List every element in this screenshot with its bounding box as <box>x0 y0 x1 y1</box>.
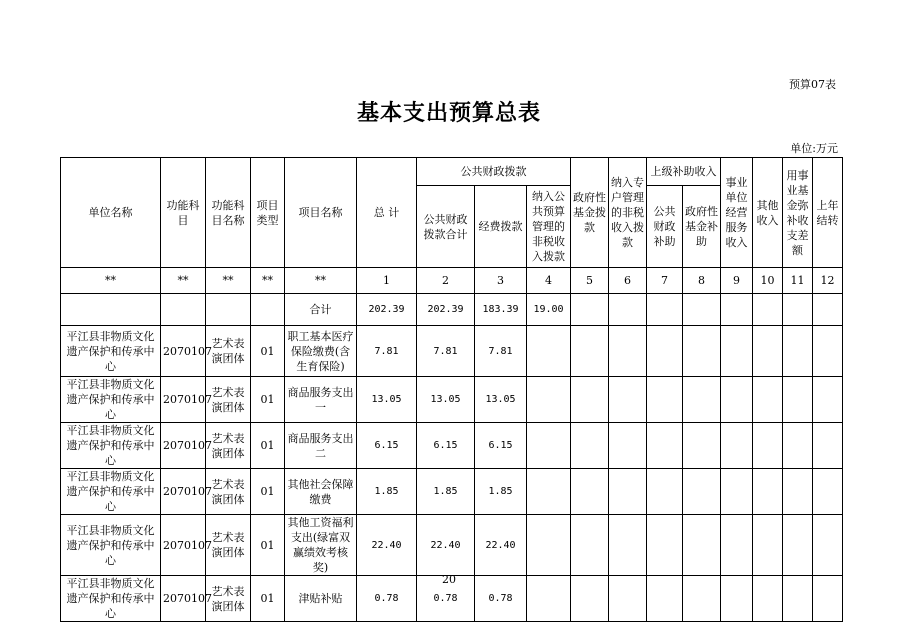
cell-item-name: 职工基本医疗保险缴费(含生育保险) <box>285 326 357 377</box>
cell-item-name: 商品服务支出二 <box>285 423 357 469</box>
index-cell: 7 <box>647 268 683 294</box>
cell-unit: 平江县非物质文化遗产保护和传承中心 <box>61 423 161 469</box>
header-func-code: 功能科目 <box>161 158 206 268</box>
cell-func: 艺术表演团体 <box>206 423 251 469</box>
cell-unit: 平江县非物质文化遗产保护和传承中心 <box>61 377 161 423</box>
total-row <box>61 294 843 326</box>
header-public-fiscal-total: 公共财政拨款合计 <box>417 186 475 268</box>
header-public-fiscal: 公共财政拨款 <box>417 158 571 186</box>
index-cell: ** <box>285 268 357 294</box>
header-gov-fund: 政府性基金拨款 <box>571 158 609 268</box>
cell-public-total: 0.78 <box>417 576 475 622</box>
index-cell: 4 <box>527 268 571 294</box>
cell-expense: 7.81 <box>475 326 527 377</box>
table-row <box>61 326 843 377</box>
index-cell: 3 <box>475 268 527 294</box>
page-title: 基本支出预算总表 <box>356 101 541 126</box>
cell-func: 艺术表演团体 <box>206 515 251 576</box>
form-code: 预算07表 <box>789 78 836 91</box>
table-row <box>61 515 843 576</box>
index-cell: 10 <box>753 268 783 294</box>
header-special-nontax: 纳入专户管理的非税收入拨款 <box>609 158 647 268</box>
cell-total: 6.15 <box>357 423 417 469</box>
cell-code: 2070107 <box>161 423 206 469</box>
header-superior-subsidy: 上级补助收入 <box>647 158 721 186</box>
cell-public-total: 7.81 <box>417 326 475 377</box>
page-number: 20 <box>442 573 456 586</box>
cell-public-total: 13.05 <box>417 377 475 423</box>
cell-func: 艺术表演团体 <box>206 469 251 515</box>
total-public-fiscal: 202.39 <box>417 294 475 326</box>
cell-public-total: 6.15 <box>417 423 475 469</box>
index-cell: 6 <box>609 268 647 294</box>
index-cell: 5 <box>571 268 609 294</box>
cell-expense: 0.78 <box>475 576 527 622</box>
header-gov-fund-subsidy: 政府性基金补助 <box>683 186 721 268</box>
cell-type: 01 <box>251 377 285 423</box>
total-amount: 202.39 <box>357 294 417 326</box>
index-cell: 1 <box>357 268 417 294</box>
header-public-fiscal-subsidy: 公共财政补助 <box>647 186 683 268</box>
cell-func: 艺术表演团体 <box>206 377 251 423</box>
header-biz-income: 事业单位经营服务收入 <box>721 158 753 268</box>
header-other-income: 其他收入 <box>753 158 783 268</box>
table-row <box>61 423 843 469</box>
cell-expense: 6.15 <box>475 423 527 469</box>
cell-total: 13.05 <box>357 377 417 423</box>
header-carryover: 上年结转 <box>813 158 843 268</box>
header-item-name: 项目名称 <box>285 158 357 268</box>
cell-total: 1.85 <box>357 469 417 515</box>
cell-public-total: 22.40 <box>417 515 475 576</box>
header-total: 总 计 <box>357 158 417 268</box>
cell-total: 22.40 <box>357 515 417 576</box>
cell-code: 2070107 <box>161 326 206 377</box>
table-row <box>61 469 843 515</box>
index-cell: ** <box>251 268 285 294</box>
cell-expense: 1.85 <box>475 469 527 515</box>
cell-code: 2070107 <box>161 576 206 622</box>
index-cell: 8 <box>683 268 721 294</box>
header-budget-nontax: 纳入公共预算管理的非税收入拨款 <box>527 186 571 268</box>
table-row <box>61 377 843 423</box>
cell-item-name: 商品服务支出一 <box>285 377 357 423</box>
cell-code: 2070107 <box>161 515 206 576</box>
cell-func: 艺术表演团体 <box>206 326 251 377</box>
cell-unit: 平江县非物质文化遗产保护和传承中心 <box>61 326 161 377</box>
index-cell: 9 <box>721 268 753 294</box>
cell-type: 01 <box>251 576 285 622</box>
index-cell: ** <box>161 268 206 294</box>
cell-public-total: 1.85 <box>417 469 475 515</box>
header-item-type: 项目类型 <box>251 158 285 268</box>
cell-type: 01 <box>251 469 285 515</box>
cell-type: 01 <box>251 423 285 469</box>
budget-table <box>60 157 843 622</box>
index-cell: 12 <box>813 268 843 294</box>
cell-unit: 平江县非物质文化遗产保护和传承中心 <box>61 576 161 622</box>
cell-type: 01 <box>251 515 285 576</box>
cell-code: 2070107 <box>161 377 206 423</box>
cell-unit: 平江县非物质文化遗产保护和传承中心 <box>61 469 161 515</box>
cell-expense: 13.05 <box>475 377 527 423</box>
total-expense-alloc: 183.39 <box>475 294 527 326</box>
header-fund-deficit: 用事业基金弥补收支差额 <box>783 158 813 268</box>
total-label: 合计 <box>285 294 357 326</box>
cell-item-name: 其他工资福利支出(绿富双赢绩效考核奖) <box>285 515 357 576</box>
index-cell: 11 <box>783 268 813 294</box>
cell-code: 2070107 <box>161 469 206 515</box>
cell-type: 01 <box>251 326 285 377</box>
index-cell: ** <box>206 268 251 294</box>
header-unit-name: 单位名称 <box>61 158 161 268</box>
header-expense-alloc: 经费拨款 <box>475 186 527 268</box>
unit-label: 单位:万元 <box>790 142 838 155</box>
cell-item-name: 其他社会保障缴费 <box>285 469 357 515</box>
index-cell: ** <box>61 268 161 294</box>
total-budget-nontax: 19.00 <box>527 294 571 326</box>
cell-total: 7.81 <box>357 326 417 377</box>
cell-expense: 22.40 <box>475 515 527 576</box>
index-row <box>61 268 843 294</box>
index-cell: 2 <box>417 268 475 294</box>
cell-unit: 平江县非物质文化遗产保护和传承中心 <box>61 515 161 576</box>
cell-total: 0.78 <box>357 576 417 622</box>
cell-func: 艺术表演团体 <box>206 576 251 622</box>
header-func-name: 功能科目名称 <box>206 158 251 268</box>
cell-item-name: 津贴补贴 <box>285 576 357 622</box>
